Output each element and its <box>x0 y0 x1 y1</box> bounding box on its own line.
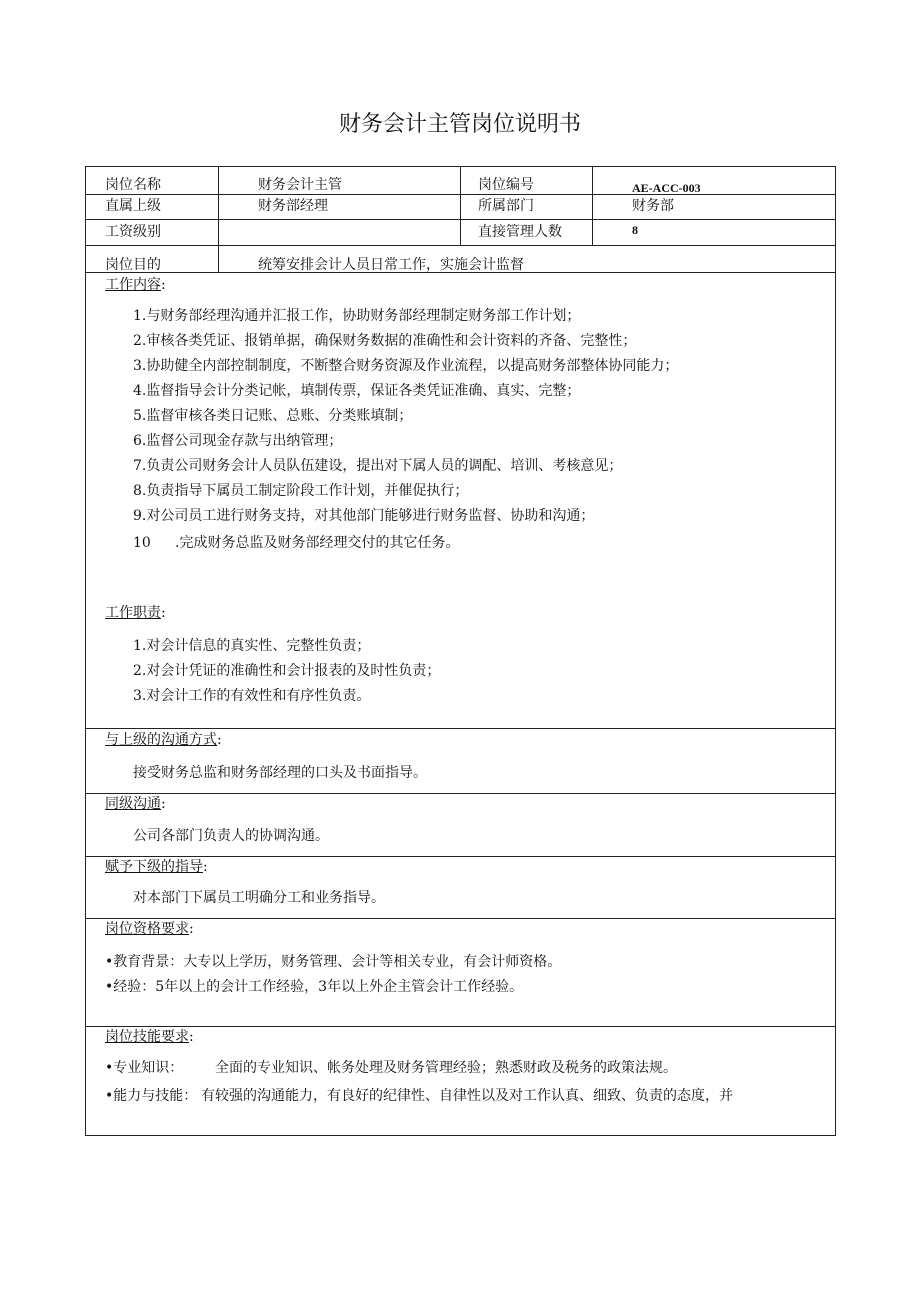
upward-heading: 与上级的沟通方式: <box>105 732 222 748</box>
table-border <box>85 1135 836 1136</box>
heading-text: 岗位资格要求 <box>105 921 189 937</box>
work-item: 5.监督审核各类日记账、总账、分类账填制； <box>133 408 413 424</box>
skill-text: 全面的专业知识、帐务处理及财务管理经验；熟悉财政及税务的政策法规。 <box>215 1060 677 1076</box>
position-code-label: 岗位编号 <box>478 177 534 193</box>
skill-label: •专业知识： <box>105 1060 184 1076</box>
work-item: 2.审核各类凭证、报销单据，确保财务数据的准确性和会计资料的齐备、完整性； <box>133 333 637 349</box>
table-divider <box>592 166 593 245</box>
heading-text: 岗位技能要求 <box>105 1029 189 1045</box>
work-item-10-number: 10 <box>133 535 151 551</box>
heading-text: 同级沟通 <box>105 796 161 812</box>
work-item-10-text: .完成财务总监及财务部经理交付的其它任务。 <box>175 535 460 551</box>
heading-text: 工作内容 <box>105 277 161 293</box>
heading-text: 与上级的沟通方式 <box>105 732 217 748</box>
superior-label: 直属上级 <box>105 198 161 214</box>
subordinates-label: 直接管理人数 <box>478 224 562 240</box>
work-item: 4.监督指导会计分类记帐，填制传票，保证各类凭证准确、真实、完整； <box>133 383 581 399</box>
work-item: 7.负责公司财务会计人员队伍建设，提出对下属人员的调配、培训、考核意见； <box>133 458 623 474</box>
heading-text: 工作职责 <box>105 605 161 621</box>
downward-text: 对本部门下属员工明确分工和业务指导。 <box>133 890 385 906</box>
table-divider <box>85 793 836 794</box>
superior: 财务部经理 <box>258 198 328 214</box>
qualification-item: •经验：5年以上的会计工作经验，3年以上外企主管会计工作经验。 <box>105 979 524 995</box>
purpose-label: 岗位目的 <box>105 257 161 273</box>
table-divider <box>85 918 836 919</box>
work-item: 6.监督公司现金存款与出纳管理； <box>133 433 343 449</box>
work-item: 3.协助健全内部控制制度，不断整合财务资源及作业流程，以提高财务部整体协同能力； <box>133 358 679 374</box>
duties-heading: 工作职责: <box>105 605 166 621</box>
table-divider <box>85 1026 836 1027</box>
peer-text: 公司各部门负责人的协调沟通。 <box>133 828 329 844</box>
skill-label: •能力与技能： <box>105 1088 198 1104</box>
position-name-label: 岗位名称 <box>105 177 161 193</box>
skill-text: 有较强的沟通能力，有良好的纪律性、自律性以及对工作认真、细致、负责的态度，并 <box>201 1088 733 1104</box>
duty-item: 1.对会计信息的真实性、完整性负责； <box>133 638 371 654</box>
table-divider <box>218 166 219 272</box>
downward-heading: 赋予下级的指导: <box>105 859 208 875</box>
work-item: 8.负责指导下属员工制定阶段工作计划，并催促执行； <box>133 483 469 499</box>
heading-text: 赋予下级的指导 <box>105 859 203 875</box>
purpose: 统筹安排会计人员日常工作，实施会计监督 <box>258 257 524 273</box>
position-name: 财务会计主管 <box>258 177 342 193</box>
subordinates: 8 <box>632 223 638 237</box>
skills-heading: 岗位技能要求: <box>105 1029 194 1045</box>
department: 财务部 <box>632 198 674 214</box>
department-label: 所属部门 <box>478 198 534 214</box>
table-divider <box>85 728 836 729</box>
peer-heading: 同级沟通: <box>105 796 166 812</box>
upward-text: 接受财务总监和财务部经理的口头及书面指导。 <box>133 765 427 781</box>
qualification-heading: 岗位资格要求: <box>105 921 194 937</box>
table-divider <box>460 166 461 245</box>
duty-item: 2.对会计凭证的准确性和会计报表的及时性负责； <box>133 663 441 679</box>
work-item: 1.与财务部经理沟通并汇报工作，协助财务部经理制定财务部工作计划； <box>133 308 581 324</box>
salary-label: 工资级别 <box>105 224 161 240</box>
work-item: 9.对公司员工进行财务支持，对其他部门能够进行财务监督、协助和沟通； <box>133 508 595 524</box>
table-divider <box>85 245 836 246</box>
table-border <box>85 166 86 1136</box>
duty-item: 3.对会计工作的有效性和有序性负责。 <box>133 688 371 704</box>
document-title: 财务会计主管岗位说明书 <box>338 112 581 137</box>
table-divider <box>85 856 836 857</box>
work-content-heading: 工作内容: <box>105 277 166 293</box>
table-border <box>835 166 836 1136</box>
qualification-item: •教育背景：大专以上学历，财务管理、会计等相关专业，有会计师资格。 <box>105 954 562 970</box>
position-code: AE-ACC-003 <box>632 181 701 195</box>
